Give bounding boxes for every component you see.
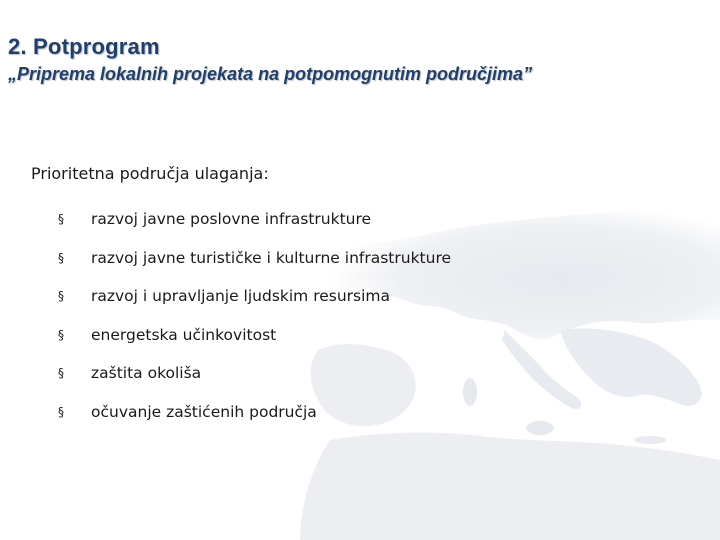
list-item-text: očuvanje zaštićenih područja [91,402,317,421]
list-item-text: razvoj i upravljanje ljudskim resursima [91,287,391,306]
slide-subtitle: „Priprema lokalnih projekata na potpomognutim područjima” [8,64,533,84]
bullet-marker-icon: § [58,366,64,381]
bullet-marker-icon: § [58,212,64,227]
list-item [58,354,451,393]
list-item [58,277,451,316]
map-island-crete [634,436,666,444]
bullet-marker-icon: § [58,404,64,419]
priority-areas-list [58,200,451,431]
map-island-sardinia [463,378,477,406]
section-heading: Prioritetna područja ulaganja: [31,164,269,183]
list-item [58,200,451,239]
map-island-sicily [526,421,554,435]
bullet-marker-icon: § [58,327,64,342]
list-item-text: energetska učinkovitost [91,325,277,344]
map-land-africa [300,433,720,540]
list-item [58,316,451,355]
list-item-text: razvoj javne turističke i kulturne infrastrukture [91,248,452,267]
list-item [58,393,451,432]
list-item [58,239,451,278]
bullet-marker-icon: § [58,289,64,304]
list-item-text: zaštita okoliša [91,364,202,383]
list-item-text: razvoj javne poslovne infrastrukture [91,210,372,229]
map-land-balkans [560,328,702,405]
slide-title: 2. Potprogram [8,34,160,59]
bullet-marker-icon: § [58,250,64,265]
